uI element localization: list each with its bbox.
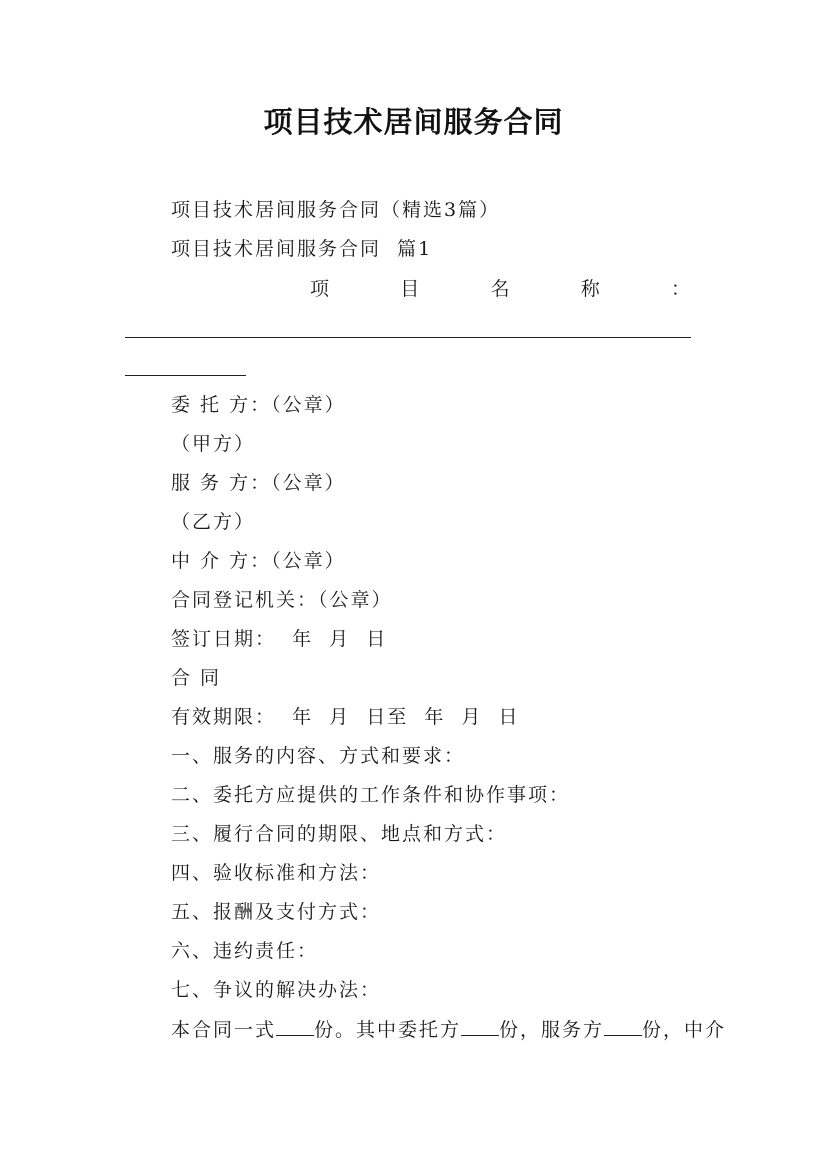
copies-blank <box>276 1017 314 1036</box>
copies-blank <box>461 1017 499 1036</box>
project-name-char: 项 <box>310 278 330 300</box>
validity-period: 有效期限： 年 月 日至 年 月 日 <box>171 706 520 728</box>
clause-item: 七、争议的解决办法： <box>171 979 382 1001</box>
project-name-char: 目 <box>400 278 420 300</box>
section-heading: 项目技术居间服务合同 篇1 <box>171 238 433 260</box>
contract-label: 合 同 <box>171 667 222 689</box>
registry-authority: 合同登记机关：（公章） <box>171 589 393 611</box>
project-name-char: ： <box>670 278 690 300</box>
copies-text: 份，中介 <box>642 1019 727 1041</box>
clause-item: 二、委托方应提供的工作条件和协作事项： <box>171 784 571 806</box>
sign-date: 签订日期： 年 月 日 <box>171 628 388 650</box>
clause-item: 六、违约责任： <box>171 940 319 962</box>
copies-blank <box>604 1017 642 1036</box>
document-subtitle: 项目技术居间服务合同（精选3篇） <box>171 199 501 221</box>
project-name-blank-line-1 <box>125 337 691 338</box>
service-role: （乙方） <box>171 511 256 533</box>
project-name-label <box>310 277 690 301</box>
client-role: （甲方） <box>171 433 256 455</box>
clause-item: 四、验收标准和方法： <box>171 862 382 884</box>
copies-text: 份，服务方 <box>499 1019 605 1041</box>
copies-text: 份。其中委托方 <box>314 1019 462 1041</box>
project-name-char: 称 <box>580 278 600 300</box>
copies-line <box>171 1017 726 1042</box>
service-party: 服 务 方：（公章） <box>171 472 346 494</box>
project-name-char: 名 <box>490 278 510 300</box>
intermediary-party: 中 介 方：（公章） <box>171 550 346 572</box>
client-party: 委 托 方：（公章） <box>171 394 346 416</box>
clause-item: 五、报酬及支付方式： <box>171 901 382 923</box>
copies-text: 本合同一式 <box>171 1019 277 1041</box>
document-title: 项目技术居间服务合同 <box>263 105 564 139</box>
clause-item: 三、履行合同的期限、地点和方式： <box>171 823 508 845</box>
clause-item: 一、服务的内容、方式和要求： <box>171 745 466 767</box>
project-name-blank-line-2 <box>125 375 246 376</box>
